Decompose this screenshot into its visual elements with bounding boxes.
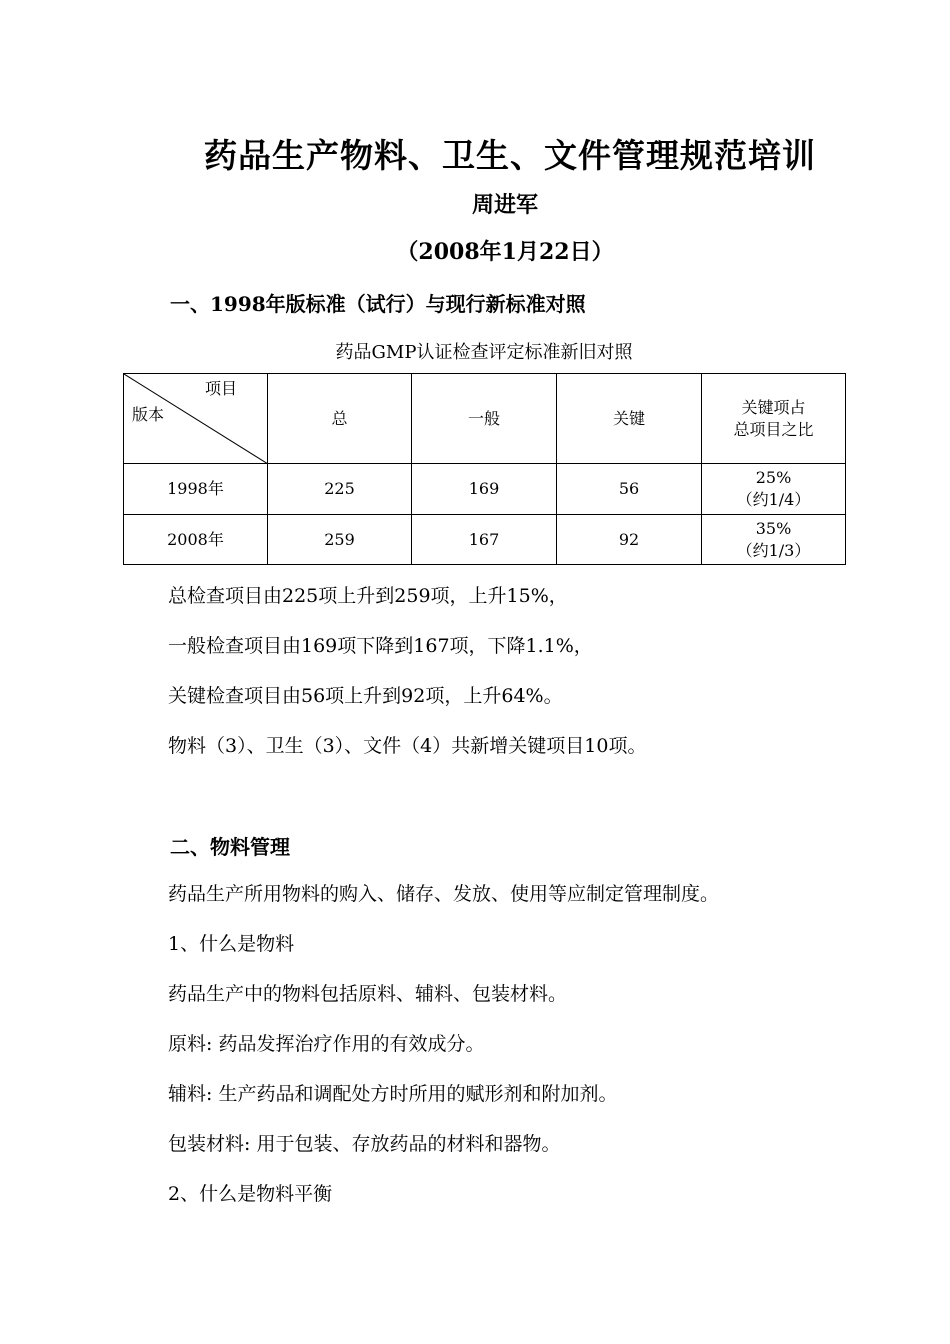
table-row xyxy=(124,464,846,515)
header-ratio-line2: 总项目之比 xyxy=(733,419,814,439)
paragraph: 辅料: 生产药品和调配处方时所用的赋形剂和附加剂。 xyxy=(168,1083,618,1105)
document-date: （2008年1月22日） xyxy=(396,239,614,265)
paragraph: 药品生产中的物料包括原料、辅料、包装材料。 xyxy=(168,983,568,1005)
cell-version: 2008年 xyxy=(124,515,268,565)
cell-ratio-approx: （约1/3） xyxy=(736,540,811,560)
cell-version: 1998年 xyxy=(124,464,268,515)
author-name: 周进军 xyxy=(471,192,538,218)
header-ratio-line1: 关键项占 xyxy=(741,397,806,417)
cell-ratio-approx: （约1/4） xyxy=(736,490,811,509)
cell-general: 167 xyxy=(412,515,557,565)
cell-ratio-percent: 25% xyxy=(755,468,792,487)
table-header-row xyxy=(124,374,846,464)
header-general: 一般 xyxy=(412,374,557,464)
cell-ratio xyxy=(702,464,846,515)
table-corner-cell xyxy=(124,374,268,464)
header-key: 关键 xyxy=(557,374,702,464)
paragraph: 总检查项目由225项上升到259项，上升15%， xyxy=(168,585,568,607)
cell-ratio xyxy=(702,515,846,565)
paragraph: 物料（3）、卫生（3）、文件（4）共新增关键项目10项。 xyxy=(168,735,647,757)
corner-label-version: 版本 xyxy=(132,405,165,424)
table-row xyxy=(124,515,846,565)
cell-total: 225 xyxy=(268,464,412,515)
document-title: 药品生产物料、卫生、文件管理规范培训 xyxy=(204,136,816,175)
cell-key: 56 xyxy=(557,464,702,515)
section-2-heading: 二、物料管理 xyxy=(170,835,290,859)
cell-key: 92 xyxy=(557,515,702,565)
paragraph: 一般检查项目由169项下降到167项，下降1.1%， xyxy=(168,635,593,657)
comparison-table xyxy=(123,373,846,565)
paragraph: 药品生产所用物料的购入、储存、发放、使用等应制定管理制度。 xyxy=(168,883,720,905)
cell-total: 259 xyxy=(268,515,412,565)
table-caption: 药品GMP认证检查评定标准新旧对照 xyxy=(335,342,633,363)
corner-label-items: 项目 xyxy=(204,379,237,398)
cell-ratio-percent: 35% xyxy=(755,518,792,538)
paragraph: 原料: 药品发挥治疗作用的有效成分。 xyxy=(168,1033,485,1055)
paragraph: 包装材料: 用于包装、存放药品的材料和器物。 xyxy=(168,1133,561,1155)
section-1-heading: 一、1998年版标准（试行）与现行新标准对照 xyxy=(170,292,586,316)
subheading: 2、什么是物料平衡 xyxy=(168,1183,333,1205)
paragraph: 关键检查项目由56项上升到92项，上升64%。 xyxy=(168,685,563,707)
cell-general: 169 xyxy=(412,464,557,515)
header-ratio xyxy=(702,374,846,464)
subheading: 1、什么是物料 xyxy=(168,933,295,955)
header-total: 总 xyxy=(268,374,412,464)
